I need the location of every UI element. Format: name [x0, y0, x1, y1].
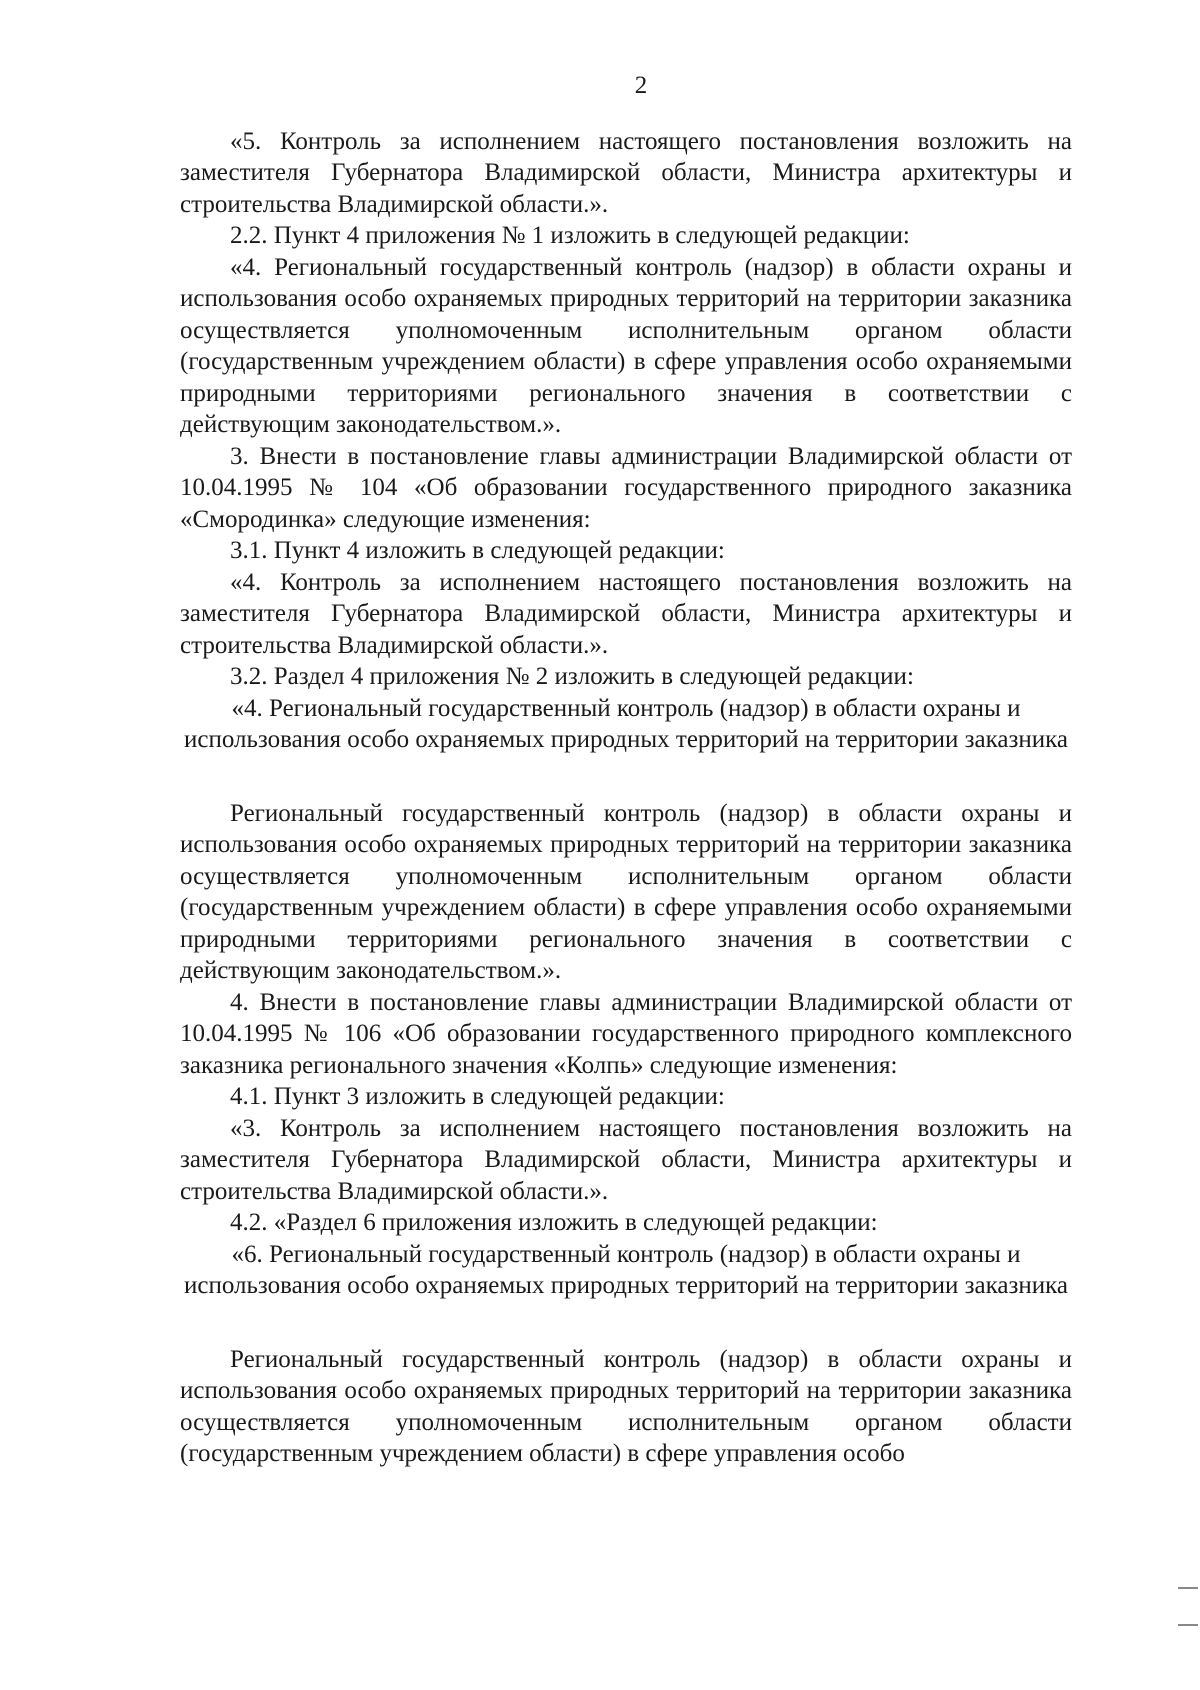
paragraph-3-2: 3.2. Раздел 4 приложения № 2 изложить в следующей редакции: — [230, 663, 914, 690]
paragraph-4-2: 4.2. «Раздел 6 приложения изложить в следующей редакции: — [230, 1209, 878, 1236]
paragraph-3: 3. Внести в постановление главы администрации Владимирской области от 10.04.1995 № 104 «Об образовании государственного природного заказника «Смородинка» следующие изменения: — [180, 442, 1072, 533]
paragraph-2-2: 2.2. Пункт 4 приложения № 1 изложить в следующей редакции: — [230, 222, 910, 249]
section-heading-6: «6. Региональный государственный контроль (надзор) в области охраны и использования особо охраняемых природных территорий на территории заказника — [184, 1240, 1068, 1299]
paragraph-section-4-text: Региональный государственный контроль (надзор) в области охраны и использования особо охраняемых природных территорий на территории заказника осуществляется уполномоченным исполнительным органом области (государственным учреждением области) в сфере управления особо охраняемыми природными территориями регионального значения в соответствии с действующим законодательством.». — [180, 799, 1072, 984]
scan-edge-mark — [1178, 1587, 1198, 1589]
paragraph-2-2-text: «4. Региональный государственный контроль (надзор) в области охраны и использования особо охраняемых природных территорий на территории заказника осуществляется уполномоченным исполнительным органом области (государственным учреждением области) в сфере управления особо охраняемыми природными территориями регионального значения в соответствии с действующим законодательством.». — [180, 253, 1072, 438]
paragraph-section-6-text: Региональный государственный контроль (надзор) в области охраны и использования особо охраняемых природных территорий на территории заказника осуществляется уполномоченным исполнительным органом области (государственным учреждением области) в сфере управления особо — [180, 1345, 1072, 1467]
blank-line — [180, 756, 1072, 798]
paragraph-4-1: 4.1. Пункт 3 изложить в следующей редакции: — [230, 1083, 725, 1110]
paragraph-1-5-control: «5. Контроль за исполнением настоящего постановления возложить на заместителя Губернатора Владимирской области, Министра архитектуры и строительства Владимирской области.». — [180, 127, 1072, 218]
scan-edge-mark — [1178, 1624, 1198, 1626]
page-number: 2 — [634, 72, 648, 99]
blank-line — [180, 1302, 1072, 1344]
paragraph-3-1: 3.1. Пункт 4 изложить в следующей редакции: — [230, 537, 725, 564]
paragraph-4: 4. Внести в постановление главы администрации Владимирской области от 10.04.1995 № 106 «Об образовании государственного природного комплексного заказника регионального значения «Колпь» следующие изменения: — [180, 988, 1072, 1079]
paragraph-4-1-text: «3. Контроль за исполнением настоящего постановления возложить на заместителя Губернатора Владимирской области, Министра архитектуры и строительства Владимирской области.». — [180, 1114, 1072, 1205]
paragraph-3-1-text: «4. Контроль за исполнением настоящего постановления возложить на заместителя Губернатора Владимирской области, Министра архитектуры и строительства Владимирской области.». — [180, 568, 1072, 659]
section-heading-4: «4. Региональный государственный контроль (надзор) в области охраны и использования особо охраняемых природных территорий на территории заказника — [184, 694, 1068, 753]
